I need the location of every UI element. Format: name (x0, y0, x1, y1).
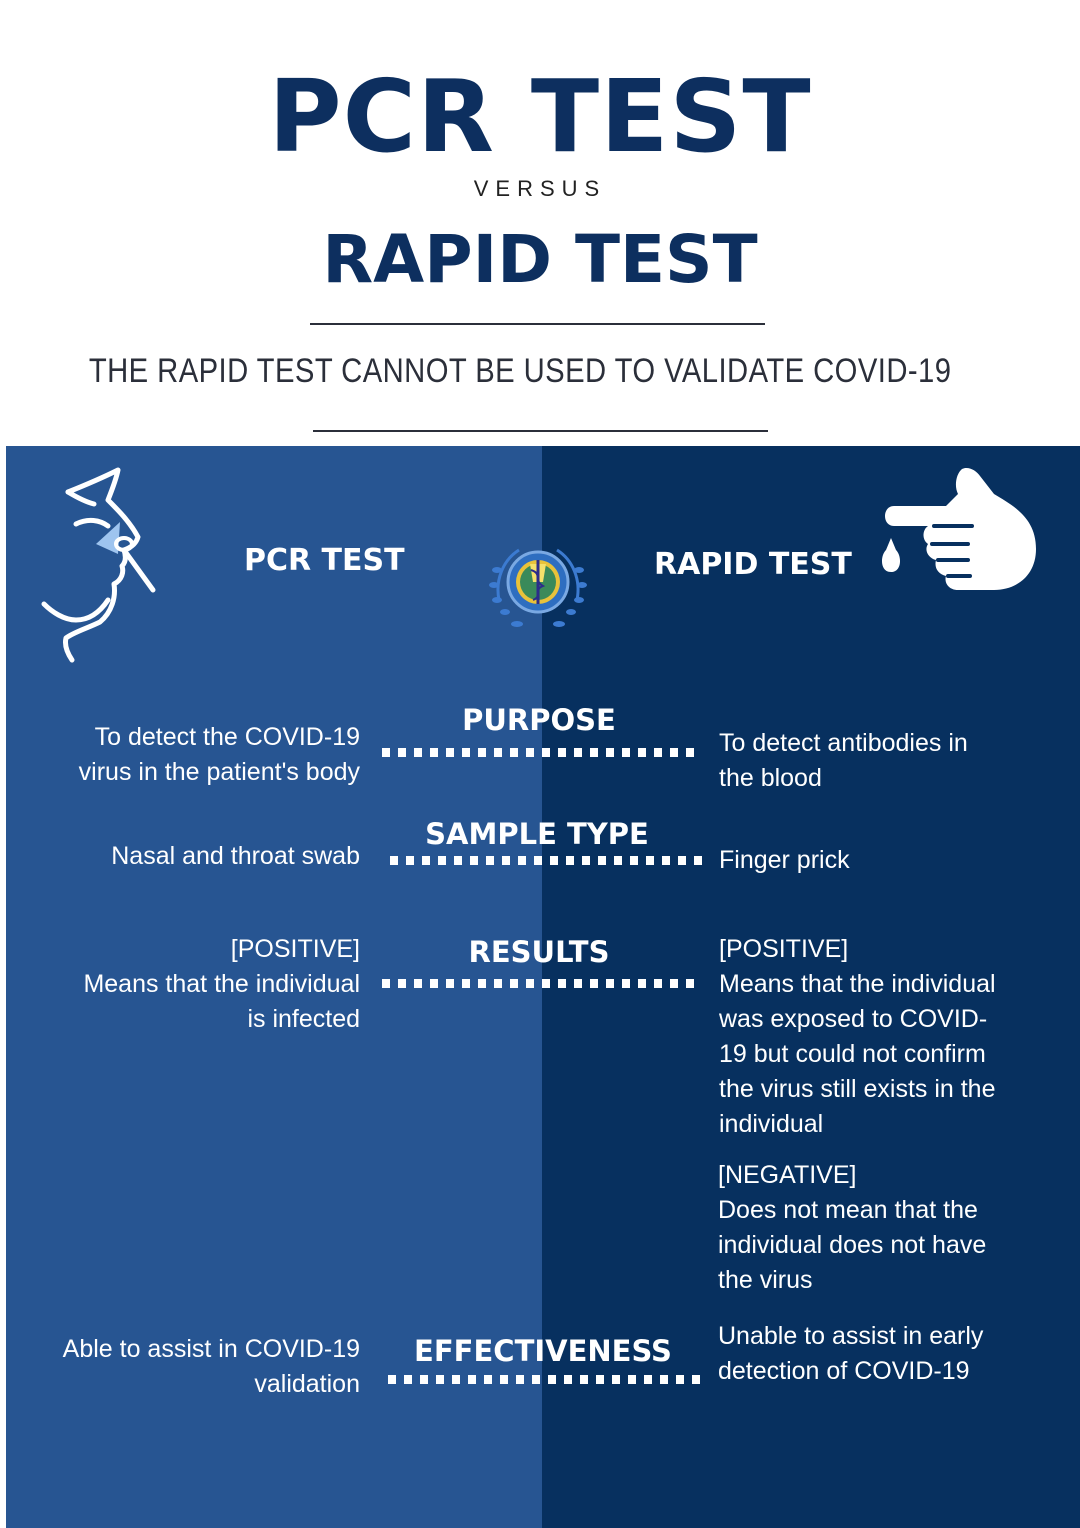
results-dots (382, 979, 694, 988)
medical-emblem-logo (485, 540, 591, 636)
sample-type-pcr: Nasal and throat swab (111, 842, 360, 870)
results-label: RESULTS (468, 935, 610, 969)
effectiveness-dots (388, 1375, 700, 1384)
results-rapid-negative: [NEGATIVE] Does not mean that the individual does not have the virus (718, 1161, 987, 1294)
divider-bottom (313, 430, 768, 432)
effectiveness-pcr: Able to assist in COVID-19 validation (62, 1335, 360, 1398)
results-pcr: [POSITIVE] Means that the individual is infected (83, 935, 360, 1033)
effectiveness-label: EFFECTIVENESS (414, 1334, 672, 1368)
sample-type-label: SAMPLE TYPE (425, 817, 649, 851)
purpose-label: PURPOSE (462, 703, 616, 737)
purpose-pcr: To detect the COVID-19 virus in the patient's body (78, 723, 360, 786)
page-subtitle: RAPID TEST (322, 221, 758, 298)
effectiveness-rapid: Unable to assist in early detection of COVID-19 (718, 1322, 984, 1385)
divider-top (310, 323, 765, 325)
page-title: PCR TEST (268, 58, 812, 175)
sample-type-rapid: Finger prick (719, 846, 850, 874)
pcr-heading: PCR TEST (244, 543, 405, 578)
rapid-heading: RAPID TEST (654, 547, 852, 582)
finger-prick-hand-icon (876, 464, 1041, 594)
sample-type-dots (390, 856, 702, 865)
tagline: THE RAPID TEST CANNOT BE USED TO VALIDATE COVID-19 (88, 352, 952, 390)
purpose-rapid: To detect antibodies in the blood (719, 729, 968, 792)
purpose-dots (382, 748, 694, 757)
results-rapid-positive: [POSITIVE] Means that the individual was exposed to COVID- 19 but could not confirm the virus still exists in the individual (719, 935, 996, 1138)
nasal-swab-face-icon (38, 462, 168, 667)
versus-label: VERSUS (473, 176, 607, 201)
